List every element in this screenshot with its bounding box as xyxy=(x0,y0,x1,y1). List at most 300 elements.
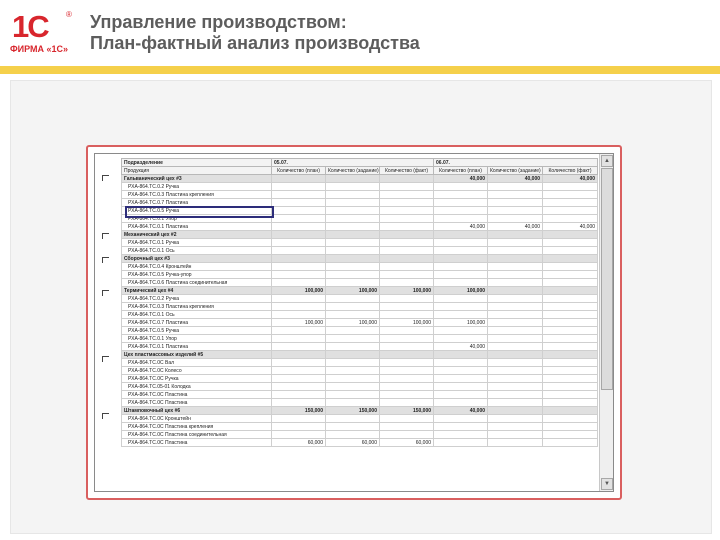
product-row[interactable] xyxy=(122,335,598,343)
row-label-cell: РХА-864.ТС.0С Пластина крепления xyxy=(122,423,272,431)
quantity-cell xyxy=(326,399,380,407)
quantity-cell xyxy=(434,383,488,391)
quantity-cell xyxy=(543,295,598,303)
quantity-cell xyxy=(543,247,598,255)
quantity-cell xyxy=(488,319,543,327)
report-frame xyxy=(86,145,622,500)
row-label-cell: РХА-864.ТС.0.4 Кронштейн xyxy=(122,263,272,271)
quantity-cell xyxy=(326,247,380,255)
quantity-cell xyxy=(380,279,434,287)
quantity-cell xyxy=(326,175,380,183)
quantity-cell xyxy=(543,311,598,319)
quantity-cell xyxy=(326,183,380,191)
quantity-cell xyxy=(434,391,488,399)
quantity-cell: 100,000 xyxy=(272,287,326,295)
column-header-cell: Количество (задание) xyxy=(488,167,543,175)
quantity-cell xyxy=(272,295,326,303)
quantity-cell xyxy=(543,207,598,215)
column-header-cell: Количество (план) xyxy=(434,167,488,175)
quantity-cell: 100,000 xyxy=(434,319,488,327)
quantity-cell xyxy=(326,375,380,383)
quantity-cell: 150,000 xyxy=(272,407,326,415)
quantity-cell xyxy=(380,311,434,319)
column-header-cell: Количество (факт) xyxy=(380,167,434,175)
product-row[interactable] xyxy=(122,263,598,271)
row-label-cell: РХА-864.ТС.0.3 Пластина крепления xyxy=(122,303,272,311)
quantity-cell: 100,000 xyxy=(326,287,380,295)
quantity-cell xyxy=(380,239,434,247)
group-toggle-column xyxy=(95,154,121,491)
quantity-cell xyxy=(434,367,488,375)
quantity-cell xyxy=(434,183,488,191)
quantity-cell xyxy=(272,343,326,351)
quantity-cell xyxy=(326,271,380,279)
quantity-cell xyxy=(488,207,543,215)
quantity-cell xyxy=(326,303,380,311)
department-row[interactable] xyxy=(122,287,598,295)
quantity-cell xyxy=(326,279,380,287)
quantity-cell xyxy=(488,359,543,367)
quantity-cell xyxy=(326,239,380,247)
quantity-cell xyxy=(326,311,380,319)
quantity-cell xyxy=(434,303,488,311)
table-header-row xyxy=(122,159,598,167)
quantity-cell xyxy=(488,383,543,391)
group-toggle-checkbox[interactable] xyxy=(102,413,109,419)
selected-cell-highlight xyxy=(125,206,274,218)
quantity-cell xyxy=(488,375,543,383)
table-subheader-row xyxy=(122,167,598,175)
quantity-cell: 100,000 xyxy=(434,287,488,295)
quantity-cell xyxy=(543,335,598,343)
product-row[interactable] xyxy=(122,423,598,431)
vertical-scrollbar[interactable] xyxy=(599,154,613,491)
quantity-cell: 100,000 xyxy=(380,319,434,327)
quantity-cell xyxy=(543,375,598,383)
quantity-cell xyxy=(543,439,598,447)
product-row[interactable] xyxy=(122,439,598,447)
quantity-cell xyxy=(272,367,326,375)
quantity-cell xyxy=(380,383,434,391)
quantity-cell xyxy=(326,191,380,199)
quantity-cell xyxy=(380,367,434,375)
slide-header xyxy=(0,0,720,66)
quantity-cell xyxy=(380,231,434,239)
column-header-cell: Количество (план) xyxy=(272,167,326,175)
quantity-cell xyxy=(380,255,434,263)
column-header-cell: Количество (факт) xyxy=(543,167,598,175)
quantity-cell xyxy=(543,199,598,207)
quantity-cell: 60,000 xyxy=(326,439,380,447)
quantity-cell: 40,000 xyxy=(434,343,488,351)
row-label-cell: РХА-864.ТС.0.1 Упор xyxy=(122,215,272,223)
quantity-cell xyxy=(543,287,598,295)
quantity-cell xyxy=(434,207,488,215)
slide-title xyxy=(90,12,420,54)
quantity-cell xyxy=(488,183,543,191)
quantity-cell xyxy=(488,215,543,223)
quantity-cell xyxy=(488,279,543,287)
quantity-cell xyxy=(326,255,380,263)
quantity-cell xyxy=(380,399,434,407)
quantity-cell xyxy=(272,223,326,231)
quantity-cell xyxy=(380,303,434,311)
row-label-cell: РХА-864.ТС.0С Колесо xyxy=(122,367,272,375)
quantity-cell xyxy=(488,391,543,399)
quantity-cell xyxy=(543,255,598,263)
date-header-cell: 05.07. xyxy=(272,159,434,167)
quantity-cell xyxy=(434,215,488,223)
product-row[interactable] xyxy=(122,415,598,423)
quantity-cell xyxy=(434,359,488,367)
quantity-cell xyxy=(488,287,543,295)
department-row[interactable] xyxy=(122,255,598,263)
row-label-cell: РХА-864.ТС.0С Пластина соединительная xyxy=(122,431,272,439)
row-label-cell: РХА-864.ТС.0.5 Ручка xyxy=(122,207,272,215)
product-row[interactable] xyxy=(122,191,598,199)
quantity-cell xyxy=(488,239,543,247)
quantity-cell xyxy=(380,351,434,359)
quantity-cell xyxy=(380,215,434,223)
product-row[interactable] xyxy=(122,343,598,351)
row-label-cell: РХА-864.ТС.0.6 Пластина соединительная xyxy=(122,279,272,287)
quantity-cell xyxy=(272,311,326,319)
product-row[interactable] xyxy=(122,431,598,439)
quantity-cell xyxy=(326,351,380,359)
quantity-cell xyxy=(434,423,488,431)
quantity-cell xyxy=(272,279,326,287)
quantity-cell xyxy=(434,279,488,287)
quantity-cell xyxy=(272,255,326,263)
quantity-cell xyxy=(326,367,380,375)
quantity-cell xyxy=(434,191,488,199)
group-toggle-checkbox[interactable] xyxy=(102,290,109,296)
quantity-cell xyxy=(488,199,543,207)
quantity-cell xyxy=(380,199,434,207)
row-label-cell: РХА-864.ТС.0.5 Ручка-упор xyxy=(122,271,272,279)
column-header-cell: Продукция xyxy=(122,167,272,175)
quantity-cell xyxy=(488,271,543,279)
quantity-cell xyxy=(488,263,543,271)
quantity-cell xyxy=(326,343,380,351)
quantity-cell xyxy=(272,271,326,279)
quantity-cell xyxy=(434,295,488,303)
product-row[interactable] xyxy=(122,319,598,327)
quantity-cell xyxy=(326,327,380,335)
product-row[interactable] xyxy=(122,223,598,231)
quantity-cell xyxy=(543,407,598,415)
quantity-cell xyxy=(272,183,326,191)
quantity-cell: 100,000 xyxy=(272,319,326,327)
row-label-cell: РХА-864.ТС.0С Пластина xyxy=(122,439,272,447)
department-row[interactable] xyxy=(122,407,598,415)
product-row[interactable] xyxy=(122,311,598,319)
group-toggle-checkbox[interactable] xyxy=(102,175,109,181)
group-toggle-checkbox[interactable] xyxy=(102,356,109,362)
quantity-cell: 40,000 xyxy=(434,407,488,415)
quantity-cell: 150,000 xyxy=(326,407,380,415)
quantity-cell xyxy=(272,263,326,271)
quantity-cell xyxy=(380,271,434,279)
row-label-cell: Штамповочный цех #6 xyxy=(122,407,272,415)
quantity-cell: 100,000 xyxy=(326,319,380,327)
quantity-cell xyxy=(488,415,543,423)
quantity-cell xyxy=(543,263,598,271)
quantity-cell xyxy=(434,431,488,439)
quantity-cell: 40,000 xyxy=(434,175,488,183)
quantity-cell xyxy=(543,399,598,407)
quantity-cell xyxy=(543,303,598,311)
header-cell: Подразделение xyxy=(122,159,272,167)
quantity-cell xyxy=(272,423,326,431)
quantity-cell xyxy=(488,231,543,239)
product-row[interactable] xyxy=(122,183,598,191)
quantity-cell xyxy=(272,335,326,343)
quantity-cell xyxy=(326,263,380,271)
quantity-cell xyxy=(272,207,326,215)
department-row[interactable] xyxy=(122,351,598,359)
row-label-cell: Термический цех #4 xyxy=(122,287,272,295)
quantity-cell: 60,000 xyxy=(272,439,326,447)
quantity-cell xyxy=(272,231,326,239)
quantity-cell xyxy=(272,391,326,399)
department-row[interactable] xyxy=(122,175,598,183)
quantity-cell xyxy=(272,415,326,423)
quantity-cell xyxy=(434,199,488,207)
row-label-cell: РХА-864.ТС.05-01 Колодка xyxy=(122,383,272,391)
logo-firm-name: ФИРМА «1С» xyxy=(10,44,69,54)
scroll-up-button[interactable]: ▲ xyxy=(601,155,613,167)
row-label-cell: РХА-864.ТС.0С Ручка xyxy=(122,375,272,383)
quantity-cell: 40,000 xyxy=(434,223,488,231)
report-table xyxy=(121,158,598,447)
quantity-cell xyxy=(488,335,543,343)
quantity-cell xyxy=(326,383,380,391)
quantity-cell xyxy=(272,303,326,311)
quantity-cell xyxy=(488,407,543,415)
row-label-cell: РХА-864.ТС.0.1 Пластина xyxy=(122,223,272,231)
quantity-cell xyxy=(434,439,488,447)
quantity-cell xyxy=(272,351,326,359)
quantity-cell xyxy=(272,239,326,247)
row-label-cell: Механический цех #2 xyxy=(122,231,272,239)
quantity-cell xyxy=(488,439,543,447)
scroll-thumb[interactable] xyxy=(601,168,613,390)
quantity-cell xyxy=(488,303,543,311)
quantity-cell xyxy=(543,191,598,199)
quantity-cell xyxy=(543,319,598,327)
quantity-cell xyxy=(380,263,434,271)
quantity-cell xyxy=(272,375,326,383)
row-label-cell: РХА-864.ТС.0С Кронштейн xyxy=(122,415,272,423)
quantity-cell xyxy=(380,335,434,343)
quantity-cell xyxy=(272,431,326,439)
quantity-cell xyxy=(272,175,326,183)
quantity-cell xyxy=(434,327,488,335)
quantity-cell xyxy=(380,175,434,183)
quantity-cell xyxy=(380,415,434,423)
quantity-cell xyxy=(543,359,598,367)
quantity-cell xyxy=(326,423,380,431)
row-label-cell: РХА-864.ТС.0.7 Пластина xyxy=(122,319,272,327)
scroll-down-button[interactable]: ▼ xyxy=(601,478,613,490)
quantity-cell xyxy=(326,359,380,367)
quantity-cell xyxy=(326,431,380,439)
quantity-cell xyxy=(543,423,598,431)
row-label-cell: РХА-864.ТС.0.1 Упор xyxy=(122,335,272,343)
row-label-cell: РХА-864.ТС.0.1 Ручка xyxy=(122,239,272,247)
quantity-cell xyxy=(434,239,488,247)
quantity-cell xyxy=(380,391,434,399)
quantity-cell xyxy=(488,399,543,407)
quantity-cell xyxy=(272,383,326,391)
quantity-cell: 40,000 xyxy=(488,175,543,183)
quantity-cell xyxy=(543,351,598,359)
row-label-cell: РХА-864.ТС.0.3 Пластина крепления xyxy=(122,191,272,199)
product-row[interactable] xyxy=(122,295,598,303)
product-row[interactable] xyxy=(122,383,598,391)
quantity-cell xyxy=(380,359,434,367)
quantity-cell xyxy=(543,415,598,423)
quantity-cell: 40,000 xyxy=(543,175,598,183)
row-label-cell: РХА-864.ТС.0.2 Ручка xyxy=(122,183,272,191)
quantity-cell xyxy=(326,415,380,423)
quantity-cell xyxy=(434,255,488,263)
product-row[interactable] xyxy=(122,375,598,383)
quantity-cell xyxy=(543,383,598,391)
quantity-cell xyxy=(380,295,434,303)
quantity-cell xyxy=(326,295,380,303)
quantity-cell xyxy=(380,223,434,231)
report-spreadsheet[interactable] xyxy=(94,153,614,492)
quantity-cell: 40,000 xyxy=(543,223,598,231)
quantity-cell xyxy=(543,431,598,439)
quantity-cell xyxy=(326,199,380,207)
row-label-cell: РХА-864.ТС.0.7 Пластина xyxy=(122,199,272,207)
quantity-cell xyxy=(488,295,543,303)
quantity-cell xyxy=(434,375,488,383)
quantity-cell xyxy=(488,431,543,439)
quantity-cell xyxy=(543,391,598,399)
quantity-cell xyxy=(272,199,326,207)
quantity-cell xyxy=(326,335,380,343)
quantity-cell xyxy=(488,367,543,375)
quantity-cell: 150,000 xyxy=(380,407,434,415)
row-label-cell: Сборочный цех #3 xyxy=(122,255,272,263)
row-label-cell: РХА-864.ТС.0.5 Ручка xyxy=(122,327,272,335)
date-header-cell: 06.07. xyxy=(434,159,598,167)
quantity-cell xyxy=(326,223,380,231)
quantity-cell xyxy=(272,247,326,255)
quantity-cell xyxy=(272,359,326,367)
quantity-cell xyxy=(272,191,326,199)
quantity-cell xyxy=(434,415,488,423)
quantity-cell xyxy=(488,351,543,359)
quantity-cell xyxy=(543,231,598,239)
product-row[interactable] xyxy=(122,303,598,311)
quantity-cell xyxy=(543,279,598,287)
quantity-cell xyxy=(380,247,434,255)
quantity-cell xyxy=(380,191,434,199)
product-row[interactable] xyxy=(122,399,598,407)
quantity-cell xyxy=(488,247,543,255)
quantity-cell xyxy=(380,207,434,215)
quantity-cell xyxy=(326,215,380,223)
quantity-cell: 100,000 xyxy=(380,287,434,295)
product-row[interactable] xyxy=(122,271,598,279)
quantity-cell xyxy=(543,327,598,335)
quantity-cell xyxy=(380,431,434,439)
quantity-cell xyxy=(380,375,434,383)
quantity-cell: 60,000 xyxy=(380,439,434,447)
quantity-cell xyxy=(272,399,326,407)
row-label-cell: РХА-864.ТС.0С Пластина xyxy=(122,399,272,407)
quantity-cell xyxy=(434,271,488,279)
quantity-cell xyxy=(543,343,598,351)
logo-registered-mark: ® xyxy=(66,10,72,19)
quantity-cell xyxy=(326,207,380,215)
row-label-cell: РХА-864.ТС.0С Вал xyxy=(122,359,272,367)
quantity-cell xyxy=(434,263,488,271)
quantity-cell xyxy=(488,423,543,431)
group-toggle-checkbox[interactable] xyxy=(102,233,109,239)
quantity-cell xyxy=(488,191,543,199)
row-label-cell: РХА-864.ТС.0С Пластина xyxy=(122,391,272,399)
row-label-cell: Гальванический цех #3 xyxy=(122,175,272,183)
quantity-cell xyxy=(434,399,488,407)
quantity-cell xyxy=(434,351,488,359)
quantity-cell xyxy=(434,231,488,239)
row-label-cell: РХА-864.ТС.0.1 Ось xyxy=(122,311,272,319)
product-row[interactable] xyxy=(122,239,598,247)
product-row[interactable] xyxy=(122,391,598,399)
slide-title-line2: План-фактный анализ производства xyxy=(90,33,420,53)
product-row[interactable] xyxy=(122,367,598,375)
row-label-cell: РХА-864.ТС.0.1 Ось xyxy=(122,247,272,255)
slide-title-line1: Управление производством: xyxy=(90,12,347,32)
quantity-cell xyxy=(543,239,598,247)
quantity-cell xyxy=(488,311,543,319)
quantity-cell xyxy=(543,271,598,279)
quantity-cell xyxy=(326,231,380,239)
product-row[interactable] xyxy=(122,247,598,255)
quantity-cell xyxy=(488,255,543,263)
quantity-cell xyxy=(434,335,488,343)
quantity-cell xyxy=(543,215,598,223)
quantity-cell xyxy=(434,311,488,319)
quantity-cell xyxy=(488,327,543,335)
quantity-cell xyxy=(488,343,543,351)
group-toggle-checkbox[interactable] xyxy=(102,257,109,263)
quantity-cell: 40,000 xyxy=(488,223,543,231)
logo-mark: 1С xyxy=(12,9,48,44)
quantity-cell xyxy=(380,343,434,351)
quantity-cell xyxy=(272,215,326,223)
row-label-cell: Цех пластмассовых изделий #5 xyxy=(122,351,272,359)
product-row[interactable] xyxy=(122,327,598,335)
quantity-cell xyxy=(380,327,434,335)
department-row[interactable] xyxy=(122,231,598,239)
quantity-cell xyxy=(380,183,434,191)
product-row[interactable] xyxy=(122,359,598,367)
header-accent-bar xyxy=(0,66,720,74)
logo xyxy=(8,10,80,58)
quantity-cell xyxy=(326,391,380,399)
column-header-cell: Количество (задание) xyxy=(326,167,380,175)
product-row[interactable] xyxy=(122,279,598,287)
row-label-cell: РХА-864.ТС.0.1 Пластина xyxy=(122,343,272,351)
quantity-cell xyxy=(543,367,598,375)
